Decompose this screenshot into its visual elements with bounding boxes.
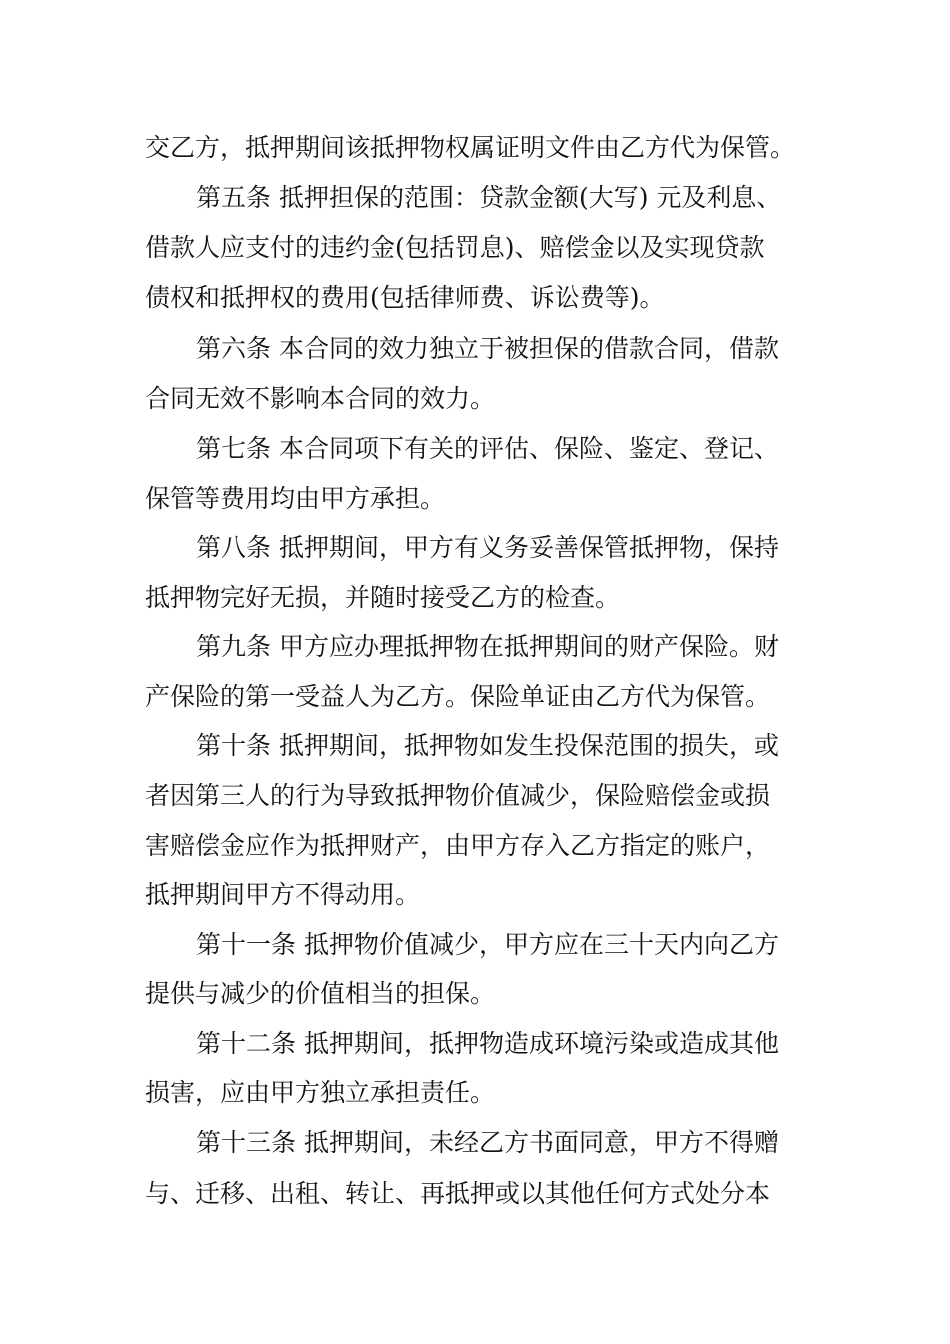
article-10-heading-line: 第十条 抵押期间，抵押物如发生投保范围的损失，或 [196,731,779,760]
text-line: 抵押物完好无损，并随时接受乙方的检查。 [145,583,621,612]
article-13-heading-line: 第十三条 抵押期间，未经乙方书面同意，甲方不得赠 [196,1128,779,1157]
text-line: 债权和抵押权的费用(包括律师费、诉讼费等)。 [145,283,665,312]
text-line: 交乙方，抵押期间该抵押物权属证明文件由乙方代为保管。 [145,133,796,162]
text-line: 产保险的第一受益人为乙方。保险单证由乙方代为保管。 [145,682,771,711]
article-7-heading-line: 第七条 本合同项下有关的评估、保险、鉴定、登记、 [196,434,779,463]
text-line: 提供与减少的价值相当的担保。 [145,979,496,1008]
text-line: 害赔偿金应作为抵押财产，由甲方存入乙方指定的账户， [145,831,771,860]
text-line: 抵押期间甲方不得动用。 [145,880,421,909]
article-12-heading-line: 第十二条 抵押期间，抵押物造成环境污染或造成其他 [196,1029,779,1058]
text-line: 与、迁移、出租、转让、再抵押或以其他任何方式处分本 [145,1179,771,1208]
article-8-heading-line: 第八条 抵押期间，甲方有义务妥善保管抵押物，保持 [196,533,779,562]
article-11-heading-line: 第十一条 抵押物价值减少，甲方应在三十天内向乙方 [196,930,779,959]
text-line: 保管等费用均由甲方承担。 [145,484,446,513]
text-line: 损害，应由甲方独立承担责任。 [145,1078,496,1107]
article-9-heading-line: 第九条 甲方应办理抵押物在抵押期间的财产保险。财 [196,632,779,661]
article-5-heading-line: 第五条 抵押担保的范围：贷款金额(大写) 元及利息、 [196,183,782,212]
text-line: 者因第三人的行为导致抵押物价值减少，保险赔偿金或损 [145,781,771,810]
text-line: 借款人应支付的违约金(包括罚息)、赔偿金以及实现贷款 [145,233,765,262]
article-6-heading-line: 第六条 本合同的效力独立于被担保的借款合同，借款 [196,334,779,363]
text-line: 合同无效不影响本合同的效力。 [145,384,496,413]
